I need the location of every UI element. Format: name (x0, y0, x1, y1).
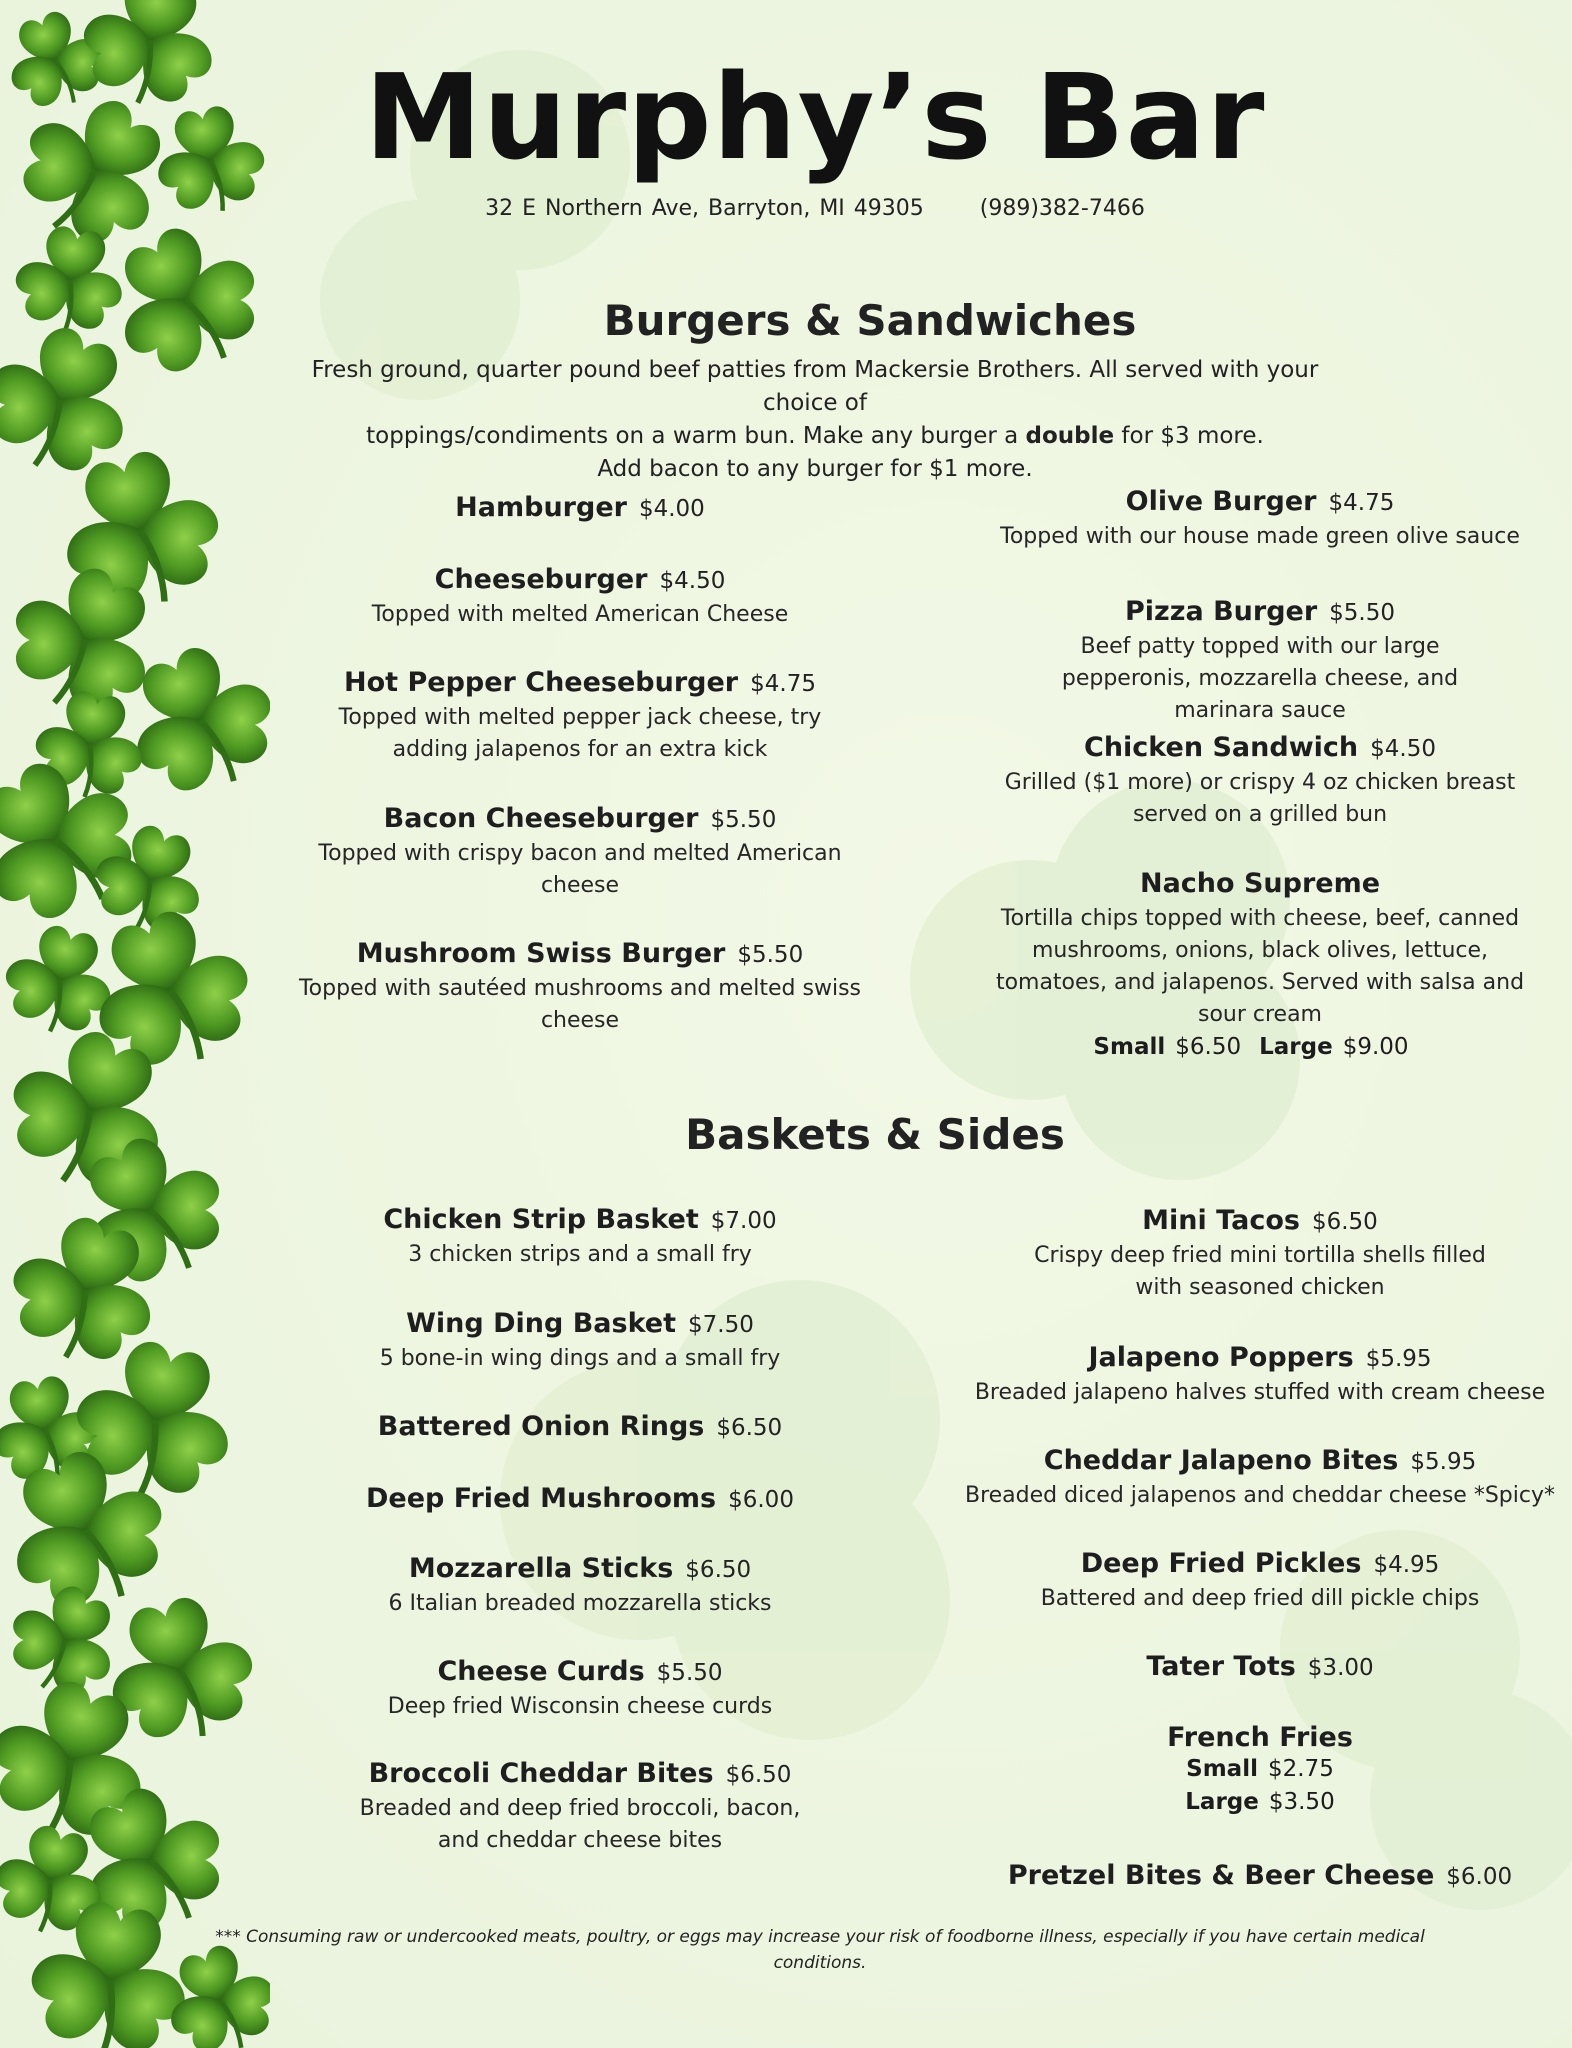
item-description: Topped with melted pepper jack cheese, try adding jalapenos for an extra kick (338, 705, 822, 762)
item-description: Tortilla chips topped with cheese, beef, canned mushrooms, onions, black olives, lettuce, tomatoes, and jalapenos. Served with salsa and sour cream (995, 906, 1525, 1027)
menu-item (290, 1758, 870, 1857)
item-size-small (960, 1753, 1560, 1786)
menu-item (290, 803, 870, 902)
item-price: $4.00 (638, 496, 705, 522)
item-description: Topped with sautéed mushrooms and melted swiss cheese (298, 976, 861, 1033)
intro-line-2-text-end: for $3 more. (1114, 423, 1264, 449)
item-description: 3 chicken strips and a small fry (408, 1242, 752, 1267)
menu-item (960, 1342, 1560, 1409)
menu-item (290, 492, 870, 523)
phone-number: (989)382-7466 (979, 196, 1145, 221)
item-size-prices (960, 1031, 1560, 1064)
restaurant-title: Murphy’s Bar (364, 48, 1266, 186)
item-description: Crispy deep fried mini tortilla shells filled with seasoned chicken (1034, 1243, 1486, 1300)
item-price: $3.00 (1307, 1655, 1374, 1681)
contact-line (300, 196, 1330, 221)
menu-item (290, 1656, 870, 1723)
item-name: Nacho Supreme (1139, 868, 1381, 899)
item-description: Breaded jalapeno halves stuffed with cream cheese (974, 1380, 1546, 1405)
size-price-small: $2.75 (1267, 1756, 1334, 1782)
menu-item (960, 596, 1560, 727)
size-label-large: Large (1185, 1789, 1259, 1815)
size-price-large: $9.00 (1342, 1034, 1409, 1060)
item-name: Tater Tots (1146, 1651, 1296, 1682)
item-price: $4.95 (1373, 1552, 1440, 1578)
intro-line-3: Add bacon to any burger for $1 more. (597, 456, 1033, 482)
item-price: $6.00 (728, 1487, 794, 1513)
item-description: 6 Italian breaded mozzarella sticks (388, 1591, 772, 1616)
burgers-section-intro (300, 354, 1330, 486)
item-name: Mini Tacos (1142, 1205, 1300, 1236)
intro-line-2-text: toppings/condiments on a warm bun. Make any burger a (366, 423, 1026, 449)
menu-item (960, 1205, 1560, 1304)
menu-item (960, 1445, 1560, 1512)
food-safety-disclaimer: *** Consuming raw or undercooked meats, poultry, or eggs may increase your risk of foodborne illness, especially if you have certain medical conditions. (215, 1927, 1425, 1973)
menu-item (290, 1553, 870, 1620)
size-label-large: Large (1259, 1034, 1333, 1060)
menu-item (960, 1651, 1560, 1682)
item-name: Broccoli Cheddar Bites (368, 1758, 714, 1789)
item-name: French Fries (1167, 1722, 1353, 1753)
intro-line-2-bold: double (1025, 423, 1115, 449)
item-price: $6.50 (1311, 1209, 1378, 1235)
item-name: Chicken Strip Basket (383, 1204, 699, 1235)
item-name: Mozzarella Sticks (408, 1553, 674, 1584)
item-price: $6.50 (725, 1762, 792, 1788)
item-price: $4.50 (1370, 736, 1436, 762)
item-description: Breaded and deep fried broccoli, bacon, and cheddar cheese bites (359, 1796, 801, 1853)
item-name: Cheese Curds (437, 1656, 645, 1687)
item-description: Beef patty topped with our large pepperonis, mozzarella cheese, and marinara sauce (1061, 634, 1459, 723)
item-description: Topped with our house made green olive sauce (1000, 524, 1520, 549)
item-name: Cheeseburger (434, 564, 648, 595)
item-price: $5.50 (737, 942, 804, 968)
item-name: Jalapeno Poppers (1088, 1342, 1354, 1373)
item-name: Bacon Cheeseburger (383, 803, 699, 834)
item-price: $5.50 (1329, 600, 1396, 626)
item-name: Battered Onion Rings (377, 1411, 705, 1442)
item-description: Topped with melted American Cheese (371, 602, 789, 627)
item-name: Cheddar Jalapeno Bites (1043, 1445, 1399, 1476)
item-name: Deep Fried Pickles (1080, 1548, 1362, 1579)
menu-item (290, 564, 870, 631)
menu-item (960, 868, 1560, 1064)
item-price: $6.50 (685, 1557, 752, 1583)
menu-item (960, 1548, 1560, 1615)
item-name: Pretzel Bites & Beer Cheese (1007, 1860, 1435, 1891)
menu-item (290, 1308, 870, 1375)
item-description: Grilled ($1 more) or crispy 4 oz chicken breast served on a grilled bun (1004, 770, 1516, 827)
menu-item (960, 1860, 1560, 1891)
size-label-small: Small (1093, 1034, 1166, 1060)
intro-line-1: Fresh ground, quarter pound beef patties from Mackersie Brothers. All served with your choice of (311, 357, 1319, 416)
item-price: $5.50 (656, 1660, 723, 1686)
size-price-large: $3.50 (1268, 1789, 1335, 1815)
size-label-small: Small (1186, 1756, 1258, 1782)
menu-item (960, 732, 1560, 831)
item-name: Hamburger (455, 492, 627, 523)
item-price: $4.75 (1328, 490, 1395, 516)
item-name: Deep Fried Mushrooms (366, 1483, 717, 1514)
item-name: Wing Ding Basket (406, 1308, 677, 1339)
menu-item (290, 1411, 870, 1442)
item-price: $6.50 (716, 1415, 783, 1441)
menu-item (290, 1483, 870, 1514)
intro-line-2 (300, 420, 1330, 453)
item-price: $5.95 (1410, 1449, 1477, 1475)
address: 32 E Northern Ave, Barryton, MI 49305 (485, 196, 924, 221)
item-price: $5.50 (710, 807, 777, 833)
item-name: Hot Pepper Cheeseburger (344, 667, 739, 698)
menu-item (290, 938, 870, 1037)
menu-item (290, 1204, 870, 1271)
menu-item (960, 486, 1560, 553)
item-description: Deep fried Wisconsin cheese curds (387, 1694, 773, 1719)
size-price-small: $6.50 (1175, 1034, 1242, 1060)
menu-item (290, 667, 870, 766)
item-price: $7.00 (710, 1208, 777, 1234)
item-description: Breaded diced jalapenos and cheddar cheese *Spicy* (964, 1483, 1555, 1508)
item-name: Mushroom Swiss Burger (356, 938, 726, 969)
item-price: $5.95 (1365, 1346, 1432, 1372)
item-name: Pizza Burger (1124, 596, 1318, 627)
item-price: $4.75 (750, 671, 816, 697)
item-description: 5 bone-in wing dings and a small fry (379, 1346, 781, 1371)
item-description: Battered and deep fried dill pickle chips (1040, 1586, 1480, 1611)
item-name: Chicken Sandwich (1084, 732, 1359, 763)
item-price: $4.50 (659, 568, 726, 594)
item-price: $6.00 (1446, 1864, 1513, 1890)
baskets-section-title: Baskets & Sides (685, 1110, 1065, 1159)
item-name: Olive Burger (1125, 486, 1317, 517)
menu-item (960, 1722, 1560, 1819)
item-description: Topped with crispy bacon and melted American cheese (318, 841, 842, 898)
item-size-large (960, 1786, 1560, 1819)
item-price: $7.50 (688, 1312, 754, 1338)
burgers-section-title: Burgers & Sandwiches (603, 296, 1137, 345)
